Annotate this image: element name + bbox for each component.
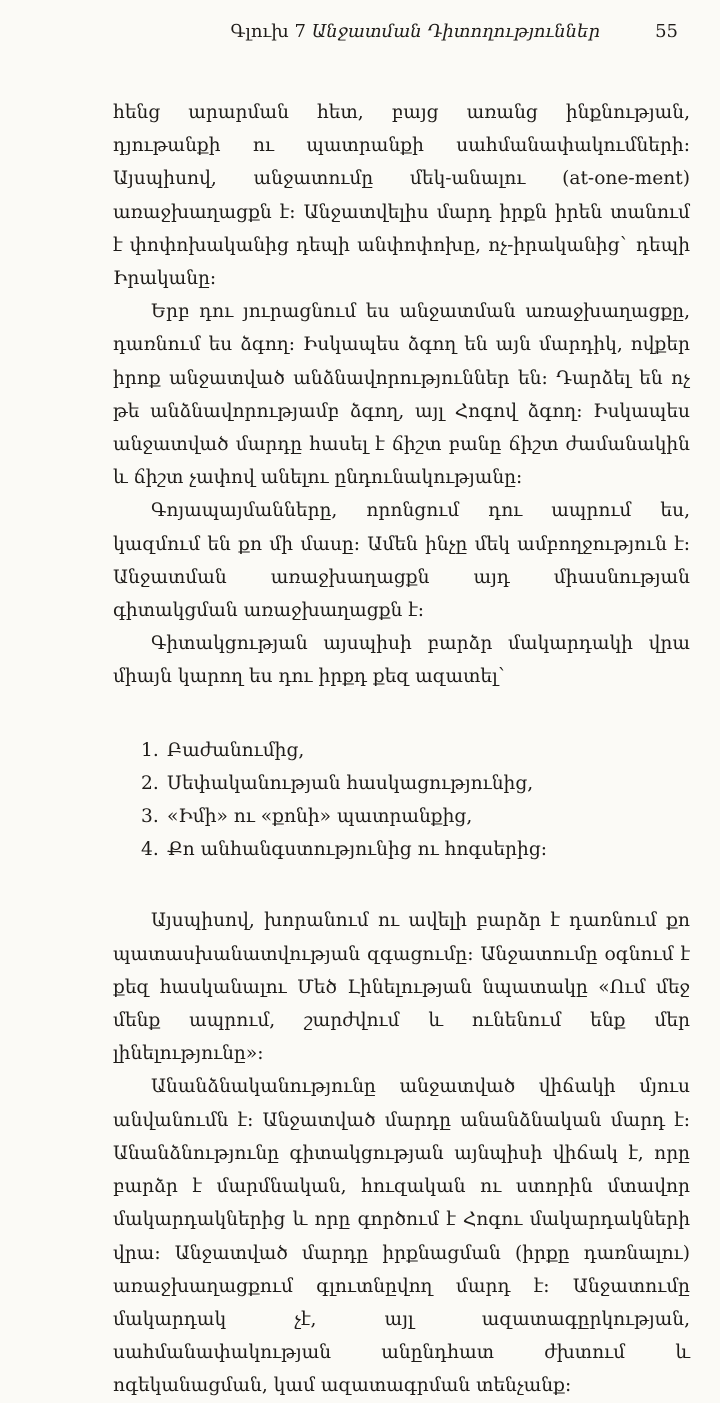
- paragraph: Այսպիսով, խորանում ու ավելի բարձր է դառնում քո պատասխանատվության զգացումը: Անջատումը օգնում է քեզ հասկանալու Մեծ Լինելության նպատակը «Ում մեջ մենք ապրում, շարժվում և ունենում ենք մեր լինելությունը»:: [113, 910, 690, 1065]
- list-item: [141, 800, 690, 833]
- list-text: Բաժանումից,: [167, 739, 305, 761]
- paragraph: Գիտակցության այսպիսի բարձր մակարդակի վրա միայն կարող ես դու իրքդ քեզ ազատել`: [113, 633, 690, 688]
- list-number: 1.: [141, 739, 159, 761]
- numbered-list: [113, 734, 690, 867]
- page-header: [0, 18, 720, 46]
- list-text: «Իմի» ու «քոնի» պատրանքից,: [167, 806, 473, 828]
- page-number: 55: [655, 21, 678, 42]
- list-text: Քո անհանգստությունից ու հոգսերից:: [167, 839, 548, 861]
- list-item: [141, 767, 690, 800]
- list-number: 4.: [141, 839, 159, 861]
- paragraph: Երբ դու յուրացնում ես անջատման առաջխաղացքը, դառնում ես ձգող: Իսկապես ձգող են այն մարդիկ, ովքեր իրոք անջատված անձնավորություններ են: Դարձել են ոչ թե անձնավորությամբ ձգող, այլ Հոգով ձգող: Իսկապես անջատված մարդը հասել է ճիշտ բանը ճիշտ ժամանակին և ճիշտ չափով անելու ընդունակությանը:: [113, 301, 690, 489]
- list-item: [141, 734, 690, 767]
- paragraph: հենց արարման հետ, բայց առանց ինքնության, դյութանքի ու պատրանքի սահմանափակումների: Այսպիսով, անջատումը մեկ-անալու (at-one-ment) առաջխաղացքն է: Անջատվելիս մարդ իրքն իրեն տանում է փոփոխականից դեպի անփոփոխը, ոչ-իրականից` դեպի Իրականը:: [113, 102, 690, 290]
- list-number: 3.: [141, 806, 159, 828]
- list-text: Սեփականության հասկացությունից,: [167, 772, 534, 794]
- chapter-label: Գլուխ 7: [230, 21, 306, 42]
- list-item: [141, 833, 690, 866]
- paragraph: Գոյապայմանները, որոնցում դու ապրում ես, կազմում են քո մի մասը: Ամեն ինչը մեկ ամբողջություն է: Անջատման առաջխաղացքն այդ միասնության գիտակցման առաջխաղացքն է:: [113, 500, 690, 622]
- running-head: [231, 18, 600, 46]
- list-number: 2.: [141, 772, 159, 794]
- paragraph: Անանձնականությունը անջատված վիճակի մյուս անվանումն է: Անջատված մարդը անանձնական մարդ է: Անանձնությունը գիտակցության այնպիսի վիճակ է, որը բարձր է մարմնական, հուզական ու ստորին մտավոր մակարդակներից և որը գործում է Հոգու մակարդակների վրա: Անջատված մարդը իրքնացման (իրքը դառնալու) առաջխաղացքում գլուտնըվող մարդ է: Անջատումը մակարդակ չէ, այլ ազատագըրկության, սահմանափակության անընդհատ ժխտում և ոգեկանացման, կամ ազատագրման տենչանք:: [113, 1076, 690, 1397]
- body-text: [113, 96, 690, 1403]
- chapter-title: Անջատման Դիտողություններ: [311, 21, 600, 42]
